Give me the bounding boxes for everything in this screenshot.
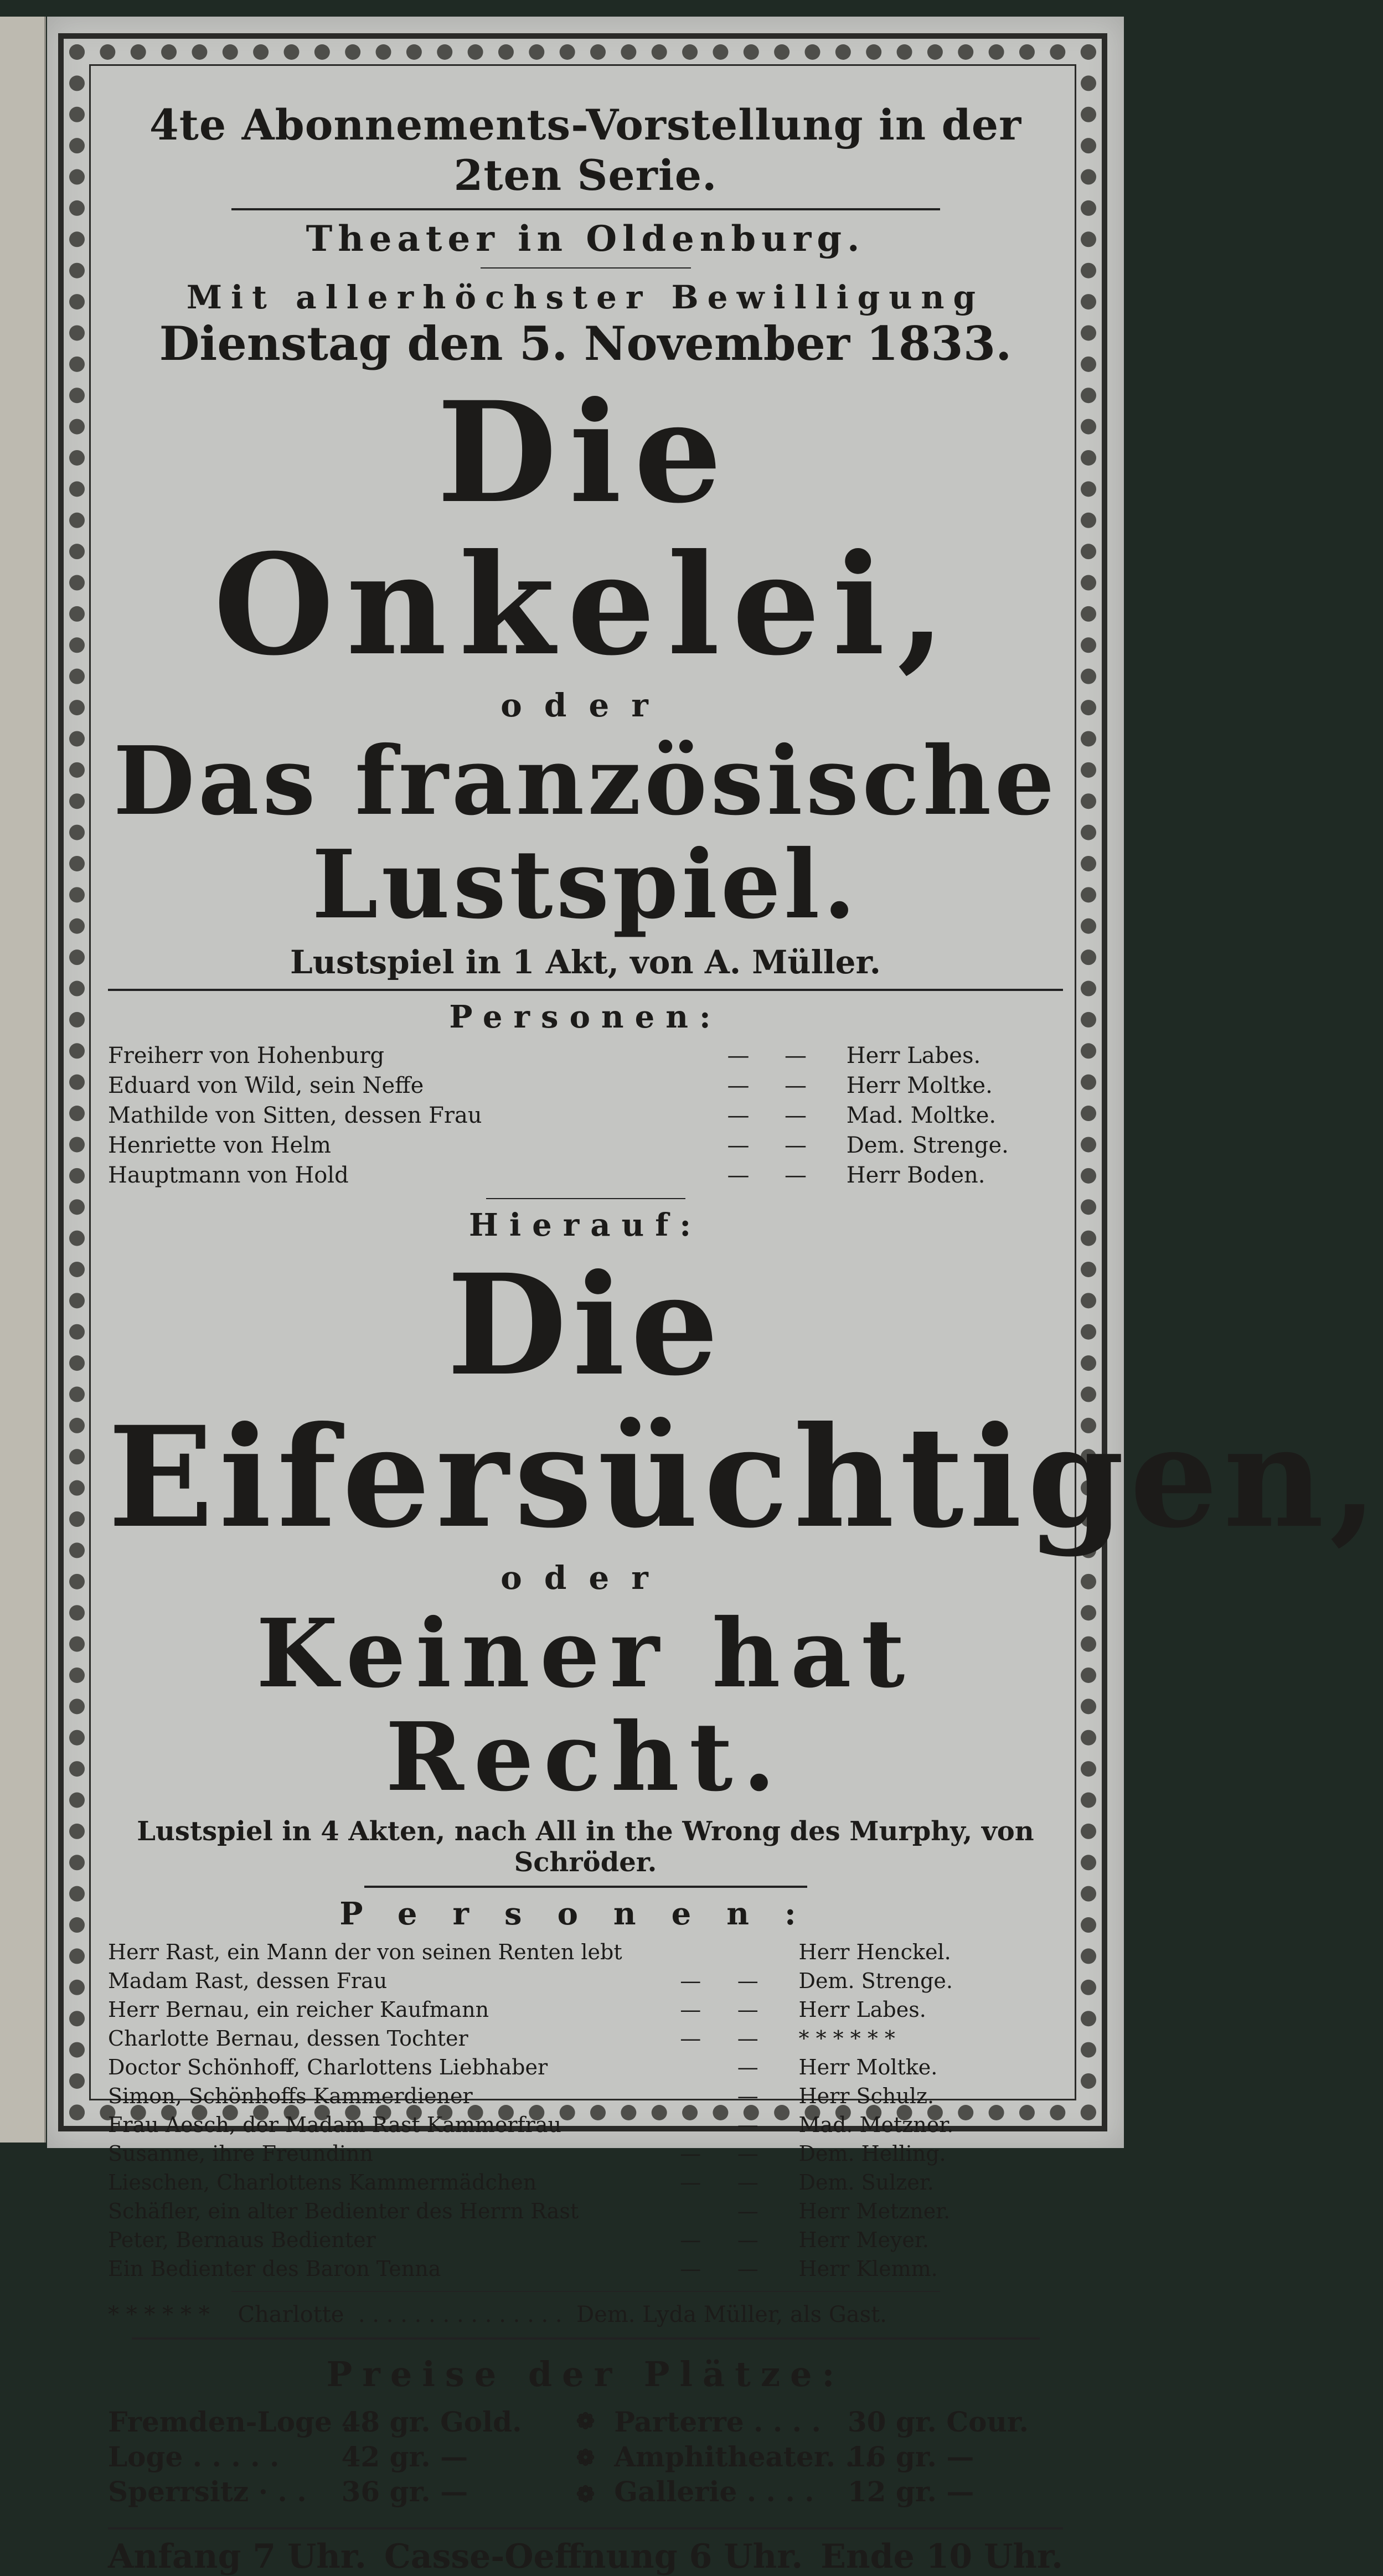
theatre-name: Theater in Oldenburg. (306, 218, 865, 260)
cast-actor: Herr Labes. (846, 1043, 981, 1069)
cast-role: Hauptmann von Hold (108, 1163, 349, 1189)
cast-role: Ein Bedienter des Baron Tenna (108, 2257, 441, 2281)
play2-description: Lustspiel in 4 Akten, nach All in the Wrong des Murphy, von Schröder. (137, 1816, 1034, 1878)
cast-role: Schäfler, ein alter Bedienter des Herrn Rast (108, 2199, 579, 2224)
subscription-line: 4te Abonnements-Vorstellung in der 2ten Serie. (149, 100, 1022, 200)
cast-row (108, 1938, 1063, 1966)
cast-role: Freiherr von Hohenburg (108, 1043, 385, 1069)
cast-dash: — (727, 1043, 750, 1069)
cast-dash: — (785, 1073, 807, 1099)
price-row (614, 2475, 1063, 2508)
cast-dash: — (737, 2113, 758, 2138)
cast-dash: — (680, 2170, 701, 2195)
cast-row (108, 1041, 1063, 1071)
cast-role: Henriette von Helm (108, 1133, 331, 1159)
price-column-right (614, 2403, 1063, 2513)
price-value: 16 gr. — (847, 2440, 974, 2474)
cast-dash: — (737, 2055, 758, 2080)
cast-actor: Mad. Moltke. (846, 1103, 997, 1129)
cast-role: Eduard von Wild, sein Neffe (108, 1073, 424, 1099)
cast-role: Madam Rast, dessen Frau (108, 1969, 388, 1994)
price-value: 42 gr. — (341, 2440, 468, 2474)
divider (486, 1198, 685, 1199)
cast-dash: — (727, 1073, 750, 1099)
cast-row (108, 1160, 1063, 1190)
playbill-sheet (47, 17, 1383, 2576)
play2-title: Die Eifersüchtigen, (108, 1243, 1383, 1559)
cast-role: Susanne, ihre Freundinn (108, 2141, 374, 2166)
play2-persons-heading: Personen: (339, 1896, 832, 1933)
cast-actor: Herr Metzner. (798, 2199, 951, 2224)
cast-row (108, 2024, 1063, 2053)
divider (132, 2337, 1040, 2340)
price-column-left (108, 2403, 557, 2513)
cast-actor: Herr Boden. (846, 1163, 985, 1189)
cast-dash: — (680, 2026, 701, 2051)
cast-dash: — (737, 2170, 758, 2195)
cast-row (108, 1071, 1063, 1101)
cast-actor: Dem. Sulzer. (798, 2170, 934, 2195)
play1-persons-heading: Personen: (449, 999, 722, 1036)
cast-actor: Herr Meyer. (798, 2228, 929, 2253)
performance-date: Dienstag den 5. November 1833. (159, 316, 1012, 371)
play2-cast-list (108, 1938, 1063, 2283)
permission-line: Mit allerhöchster Bewilligung (186, 278, 985, 317)
play2-oder: oder (500, 1559, 670, 1597)
price-place: Sperrsitz · . . (108, 2475, 307, 2508)
flower-ornament-icon: ❁ (576, 2481, 595, 2508)
cast-actor: Herr Henckel. (798, 1940, 951, 1965)
cast-dash: — (737, 2228, 758, 2253)
cast-dash: — (737, 2026, 758, 2051)
cast-dash: — (737, 2199, 758, 2224)
cast-dash: — (727, 1103, 750, 1129)
cast-dash: — (737, 2141, 758, 2166)
cast-dash: — (680, 1969, 701, 1994)
cast-dash: — (680, 2228, 701, 2253)
price-row (108, 2405, 557, 2438)
price-row (614, 2405, 1063, 2438)
price-value: 48 gr. Gold. (341, 2405, 522, 2439)
cast-actor: Dem. Helling. (798, 2141, 946, 2166)
price-place: Gallerie . . . . (614, 2475, 814, 2508)
cast-role: Herr Bernau, ein reicher Kaufmann (108, 1997, 489, 2022)
guest-actor: Dem. Lyda Müller, als Gast. (576, 2302, 887, 2328)
divider (108, 989, 1063, 991)
divider (481, 267, 691, 269)
cast-dash: — (785, 1043, 807, 1069)
guest-role: Charlotte (238, 2302, 344, 2328)
cast-dash: — (727, 1163, 750, 1189)
cast-dash: — (680, 1997, 701, 2022)
flower-ornament-icon: ❁ (576, 2408, 595, 2435)
divider (231, 2291, 940, 2292)
cast-role: Peter, Bernaus Bedienter (108, 2228, 376, 2253)
price-list (108, 2403, 1063, 2513)
adjacent-page-edge (0, 17, 46, 2143)
cast-dash: — (680, 2141, 701, 2166)
cast-row (108, 1966, 1063, 1995)
divider (108, 2527, 1063, 2529)
play1-oder: oder (500, 686, 670, 725)
cast-dash: — (737, 2257, 758, 2281)
divider (231, 208, 940, 210)
cast-row (108, 2168, 1063, 2197)
playbill-content (108, 100, 1383, 2576)
price-value: 30 gr. Cour. (847, 2405, 1029, 2439)
cast-dash: — (737, 1997, 758, 2022)
price-row (108, 2440, 557, 2473)
cast-actor: Herr Klemm. (798, 2257, 938, 2281)
cast-row (108, 2110, 1063, 2139)
cast-row (108, 2082, 1063, 2110)
play1-title: Die Onkelei, (213, 371, 958, 686)
cast-row (108, 1130, 1063, 1160)
cast-row (108, 1101, 1063, 1130)
cast-actor: Herr Schulz. (798, 2084, 935, 2109)
cast-row (108, 2197, 1063, 2226)
cast-role: Herr Rast, ein Mann der von seinen Renten lebt (108, 1940, 622, 1965)
price-value: 36 gr. — (341, 2475, 468, 2508)
cast-role: Doctor Schönhoff, Charlottens Liebhaber (108, 2055, 548, 2080)
guest-stars: * * * * * * (108, 2302, 210, 2328)
cast-row (108, 2139, 1063, 2168)
play2-subtitle: Keiner hat Recht. (256, 1598, 915, 1813)
interlude-heading: Hierauf: (468, 1207, 703, 1244)
cast-row (108, 2254, 1063, 2283)
divider (364, 1886, 807, 1888)
cast-dash: — (785, 1133, 807, 1159)
cast-role: Charlotte Bernau, dessen Tochter (108, 2026, 468, 2051)
price-value: 12 gr. — (847, 2475, 974, 2508)
cast-actor: Dem. Strenge. (798, 1969, 953, 1994)
play1-description: Lustspiel in 1 Akt, von A. Müller. (290, 943, 881, 982)
guest-performer-line (108, 2302, 1063, 2327)
cast-actor: Mad. Metzner. (798, 2113, 954, 2138)
cast-dash: — (680, 2257, 701, 2281)
cast-actor: Herr Moltke. (798, 2055, 938, 2080)
guest-dots: . . . . . . . . . . . . . . . (358, 2302, 563, 2328)
price-place: Loge . . . . . (108, 2440, 280, 2474)
ornament-column (557, 2403, 615, 2513)
play1-cast-list (108, 1041, 1063, 1190)
price-row (614, 2440, 1063, 2473)
price-row (108, 2475, 557, 2508)
cast-dash: — (737, 1969, 758, 1994)
cast-row (108, 2226, 1063, 2254)
cast-dash: — (737, 2084, 758, 2109)
start-time: Anfang 7 Uhr. (108, 2537, 367, 2576)
cast-role: Lieschen, Charlottens Kammermädchen (108, 2170, 537, 2195)
cast-dash: — (785, 1163, 807, 1189)
price-place: Fremden-Loge . . (108, 2405, 371, 2439)
box-office-time: Casse-Oeffnung 6 Uhr. (384, 2537, 803, 2576)
cast-role: Mathilde von Sitten, dessen Frau (108, 1103, 482, 1129)
cast-row (108, 2053, 1063, 2082)
cast-role: Frau Aesch, der Madam Rast Kammerfrau (108, 2113, 561, 2138)
times-footer (108, 2537, 1063, 2576)
cast-dash: — (727, 1133, 750, 1159)
cast-actor: Herr Moltke. (846, 1073, 993, 1099)
cast-actor: Herr Labes. (798, 1997, 926, 2022)
end-time: Ende 10 Uhr. (820, 2537, 1063, 2576)
flower-ornament-icon: ❁ (576, 2445, 595, 2471)
prices-heading: Preise der Plätze: (326, 2354, 845, 2395)
price-place: Parterre . . . . (614, 2405, 821, 2439)
play1-subtitle: Das französische Lustspiel. (113, 726, 1058, 941)
price-place: Amphitheater. . . (614, 2440, 874, 2474)
cast-row (108, 1995, 1063, 2024)
cast-role: Simon, Schönhoffs Kammerdiener (108, 2084, 473, 2109)
cast-dash: — (785, 1103, 807, 1129)
cast-actor: Dem. Strenge. (846, 1133, 1009, 1159)
cast-actor: * * * * * * (798, 2026, 895, 2051)
